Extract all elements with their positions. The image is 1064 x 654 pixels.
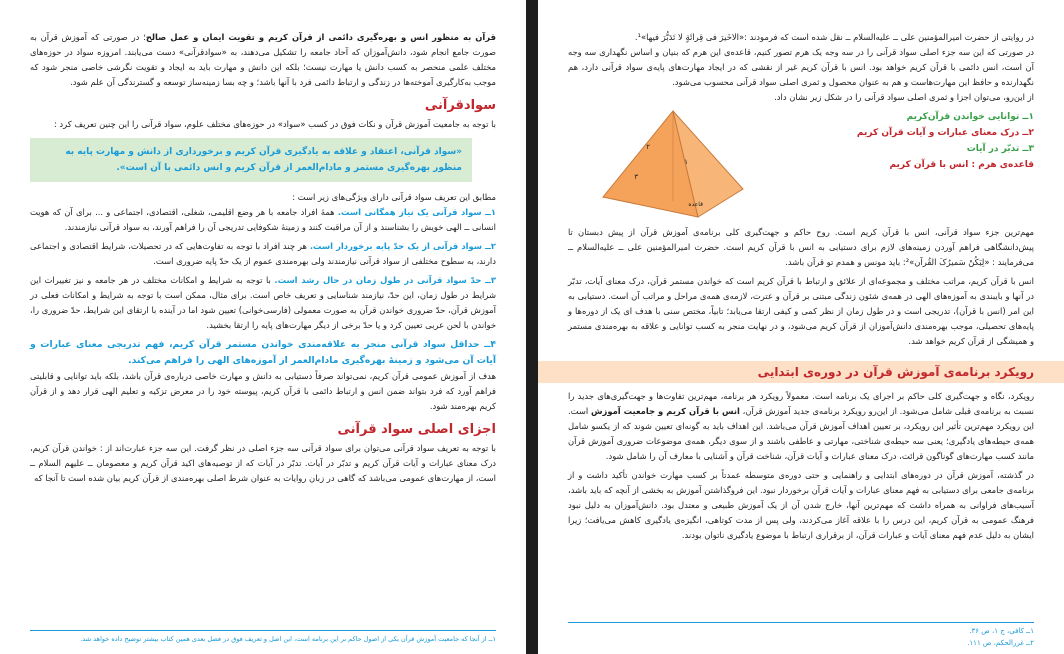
right-paragraph-2: در صورتی که این سه جزء اصلی سواد قرآنی را در سه وجه یک هرم تصور کنیم، قاعده‌ی این هرم که بنیان و اساس نگهداری سه وجه آن است، انس دائمی با قرآن کریم خواهد بود. انس با قرآن کریم غیر از نقشی که در ایجاد مهارت‌های پایه‌ی سواد قرآنی دارد، هم نگهدارنده و حافظ این مهارت‌هاست و هم به عنوان محصول و ثمری اصلی سواد قرآنی محسوب می‌شود. bbox=[568, 47, 1034, 87]
book-spine bbox=[526, 0, 538, 654]
footnote-right-1: ۱ــ کافی، ج ۱، ص ۳۶. bbox=[969, 627, 1034, 635]
feature-3-title: ۳ــ حدّ سواد قرآنی در طول زمان در حال رشد است. bbox=[274, 275, 496, 285]
intro-rest: ؛ در صورتی که آموزش قرآن به صورت جامع انجام شود، دانش‌آموزان که آحاد جامعه را تشکیل می‌دهند، به «سوادقرآنی» دست می‌یابند. امروزه سواد در حوزه‌های مختلف علمی منحصر به کسب دانش یا مهارت نیست؛ بلکه این دانش و مهارت باید به ایجاد و تقویت نگرشی خاصی منجر شود که موجب به‌کارگیری آموخته‌ها در زندگی و ارتباط دائمی فرد با آنها باشد؛ و چه بسا زمینه‌ساز توسعه و گسترندگی آن علم شود. bbox=[30, 32, 496, 87]
intro-paragraph bbox=[30, 30, 496, 90]
left-page bbox=[0, 0, 526, 654]
footnote-divider bbox=[30, 630, 496, 631]
section1-paragraph: با توجه به جامعیت آموزش قرآن و نکات فوق در کسب «سواد» در حوزه‌های مختلف علوم، سواد قرآنی را این چنین تعریف کرد : bbox=[53, 119, 496, 129]
right-paragraph-6b: است. این رویکرد مهم‌ترین تأثیر این رویکرد، بر تعیین اهداف آموزش قرآن می‌باشد. این اهداف باید به گونه‌ای تعیین شوند که از یکسو شامل همه‌ی حیطه‌های یادگیری؛ یعنی سه حیطه‌ی شناختی، مهارتی و عاطفی باشند و از سوی دیگر، همه‌ی موضوعات ضروری آموزش قرآن مانند کسب مهارت‌های گوناگون قرائت، درک معنای عبارات و آیات قرآن، شناخت قرآن و آشنایی با معارف آن را شامل شود. bbox=[568, 406, 1034, 461]
pyramid-figure bbox=[568, 109, 1034, 219]
right-footnote-divider bbox=[568, 622, 1034, 623]
section2-paragraph: با توجه به تعریف سواد قرآنی می‌توان برای سواد قرآنی سه جزء اصلی در نظر گرفت. این سه جزء عبارت‌اند از : خواندن قرآن کریم، درک معنای عبارات و آیات قرآن کریم و تدبّر در آیات. تدبّر در آیات که از توصیه‌های اکید قرآن کریم و معصومان ــ علیهم السلام ــ است، از مهارت‌های عمومی می‌باشد که گاهی در زبان روایات به عنوان شرط اصلی بهره‌مندی از قرآن کریم بیان شده است تا آنجا که bbox=[30, 443, 496, 483]
feature-1-title: ۱ــ سواد قرآنی یک نیاز همگانی است. bbox=[337, 207, 496, 217]
right-paragraph-7: در گذشته، آموزش قرآن در دوره‌های ابتدایی و راهنمایی و حتی دوره‌ی متوسطه عمدتاً بر کسب مهارت خواندن تأکید داشت و از برنامه‌ی جامعی برای دستیابی به فهم معنای عبارات و آیات قرآن برخوردار نبود. این فروگذاشتن آموزش به بخشی از آنچه که باید باشد، آسیب‌های فراوانی به همراه داشت که مهم‌ترین آنها، خارج شدن آن از یک آموزش طبیعی و معتدل بود. دانش‌آموزان به دلیل نبود فرهنگ عمومی به قرآن کریم، این درس را با علاقه آغاز می‌کردند، ولی پس از مدت کوتاهی، انگیزه‌ی یادگیری کاهش می‌یافت؛ زیرا ایشان به دلیل عدم فهم معنای آیات و عبارات قرآن، از برقراری ارتباط با موضوع یادگیری ناتوان بودند. bbox=[568, 470, 1034, 540]
pyramid-legend-item-2: ۲ــ درک معنای عبارات و آیات قرآن کریم bbox=[856, 128, 1034, 138]
section-title-components: اجزای اصلی سواد قرآنی bbox=[337, 422, 496, 437]
feature-4-text: هدف از آموزش عمومی قرآن کریم، نمی‌تواند صرفاً دستیابی به دانش و مهارت خاصی درباره‌ی قرآن باشد، بلکه باید توانایی و قابلیتی فراهم آورد که فرد بتواند ضمن انس و ارتباط دائمی با قرآن کریم، پیوسته خود را در معرض تزکیه و تعلیم الهی قرار دهد و از قرآن کریم بهره‌مند شود. bbox=[30, 371, 496, 411]
pyramid-legend-base: قاعده‌ی هرم : انس با قرآن کریم bbox=[889, 160, 1034, 170]
feature-2-title: ۲ــ سواد قرآنی از یک حدّ پایه برخوردار است. bbox=[309, 241, 496, 251]
footnote-left: ۱ــ از آنجا که جامعیت آموزش قرآن یکی از اصول حاکم بر این برنامه است، این اصل و تعریف فوق در فصل بعدی همین کتاب بیشتر توضیح داده خواهد شد. bbox=[80, 635, 496, 643]
right-paragraph-6-bold: انس با قرآن کریم و جامعیت آموزش bbox=[590, 406, 740, 416]
pyramid-face-2: ۲ bbox=[646, 143, 650, 151]
pyramid-icon bbox=[598, 109, 748, 219]
pyramid-legend-item-3: ۳ــ تدبّر در آیات bbox=[966, 144, 1034, 154]
feature-3-text: با توجه به شرایط و امکانات مختلف در هر جامعه و نیز تغییرات این شرایط در طول زمان، این حدّ، نیازمند شناسایی و تعریف خاص است. برای مثال، ممکن است با توجه به شرایط و امکانات فعلی در آموزش قرآن، حدّ ضروری خواندن قرآن به صورت معمولی (فارسی‌خوانی) تعیین شود اما در آینده با ارتقای این شرایط، حدّ ضروری را، خواندن با لحن عربی تعیین کرد و یا حدّ برخی از دیگر مهارت‌های پایه را ارتقا بخشید. bbox=[30, 275, 496, 330]
feature-2 bbox=[30, 239, 496, 269]
right-paragraph-4: مهم‌ترین جزء سواد قرآنی، انس با قرآن کریم است. روح حاکم و جهت‌گیری کلی برنامه‌ی آموزش قرآن از پیش دبستان تا پیش‌دانشگاهی فراهم آوردن زمینه‌های لازم برای دستیابی به انس با قرآن کریم است. حضرت امیرالمؤمنین علی ــ علیه‌السلام ــ می‌فرمایند : «لِیَکُنْ سَمیرُکَ القُرآن»²: باید مونس و همدم تو قرآن باشد. bbox=[568, 227, 1034, 267]
pyramid-legend-item-1: ۱ــ توانایی خواندن قرآن‌کریم bbox=[906, 112, 1034, 122]
pyramid-base-label: قاعده bbox=[688, 201, 703, 208]
feature-2-text: هر چند افراد با توجه به تفاوت‌هایی که در تحصیلات، شرایط اقتصادی و اجتماعی دارند، به سطوح مختلفی از سواد قرآنی نیازمندند ولی بهره‌مندی عموم از یک حدّ پایه ضروری است. bbox=[30, 241, 496, 266]
feature-3 bbox=[30, 273, 496, 333]
right-paragraph-6a: رویکرد، نگاه و جهت‌گیری کلی حاکم بر اجرای یک برنامه است. معمولاً رویکرد هر برنامه، مهم‌ترین تفاوت‌ها و جهت‌گیری‌های جدید را نسبت به برنامه‌ی قبلی شامل می‌شود. از این‌رو رویکرد برنامه‌ی جدید آموزش قرآن، bbox=[568, 391, 1034, 416]
pyramid-face-3: ۳ bbox=[634, 173, 638, 181]
right-paragraph-6 bbox=[568, 389, 1034, 464]
right-page bbox=[538, 0, 1064, 654]
feature-1 bbox=[30, 205, 496, 235]
footnote-right-2: ۲ــ غررالحکم، ص ۱۱۱. bbox=[967, 639, 1034, 647]
right-paragraph-5: انس با قرآن کریم، مراتب مختلف و مجموعه‌ای از علائق و ارتباط با قرآن کریم است که خواندن مستمر قرآن، درک معنای آیات، تدبّر در آنها و بایبندی به آموزه‌های الهی در همه‌ی شئون زندگی مبتنی بر قرآن و عترت، لازمه‌ی همه‌ی مراحل و مراتب آن است. دستیابی به این امر (انس با قرآن)، تدریجی است و در طول زمان از نظر کمی و کیفی ارتقا می‌یابد؛ تابیاً، مختص سنی با هدف ای یک از دوره‌ها و پایه‌های تحصیلی، موجب بهره‌مندی دانش‌آموزان از قرآن کریم می‌شود، و در نهایت منجر به کسب توانایی و علاقه به بهره‌مندی مستمر و همیشگی از قرآن کریم خواهد شد. bbox=[568, 276, 1034, 346]
right-paragraph-3: از این‌رو، می‌توان اجزا و ثمری اصلی سواد قرآنی را در شکل زیر نشان داد. bbox=[774, 92, 1034, 102]
feature-4-title: ۴ــ حداقل سواد قرآنی منجر به علاقه‌مندی خواندن مستمر قرآن کریم، فهم تدریجی معنای عبارات و آیات آن می‌شود و زمینهٔ بهره‌گیری مادام‌العمر از آموزه‌های الهی را فراهم می‌کند. bbox=[30, 339, 496, 366]
section-title-approach: رویکرد برنامه‌ی آموزش قرآن در دوره‌ی ابتدایی bbox=[538, 361, 1064, 383]
definition-box: «سواد قرآنی، اعتقاد و علاقه به یادگیری قرآن کریم و برخورداری از دانش و مهارت پایه به منظور بهره‌گیری مستمر و مادام‌العمر از قرآن کریم و انس دائمی با آن است». bbox=[30, 138, 472, 182]
intro-bold: قرآن به منظور انس و بهره‌گیری دائمی از قرآن کریم و تقویت ایمان و عمل صالح bbox=[145, 32, 497, 42]
features-intro: مطابق این تعریف سواد قرآنی دارای ویژگی‌های زیر است : bbox=[292, 192, 496, 202]
section-title-quranic-literacy: سوادقرآنی bbox=[424, 98, 496, 113]
pyramid-legend bbox=[764, 109, 1034, 173]
pyramid-face-1: ۱ bbox=[684, 158, 688, 166]
feature-1-text: همهٔ افراد جامعه با هر وضع اقلیمی، شغلی، اقتصادی، اجتماعی و ... برای آن که هویت انسانی ــ الهی خویش را بشناسند و از آن مراقبت کنند و زمینهٔ شکوفایی تدریجی آن را فراهم آورند، به سواد قرآنی نیازمندند. bbox=[30, 207, 496, 232]
right-paragraph-1: در روایتی از حضرت امیرالمؤمنین علی ــ علیه‌السلام ــ نقل شده است که فرمودند :«الاخَیرَ فی قِرائَةٍ لا تَدَبُّرَ فیها»¹. bbox=[634, 32, 1034, 42]
